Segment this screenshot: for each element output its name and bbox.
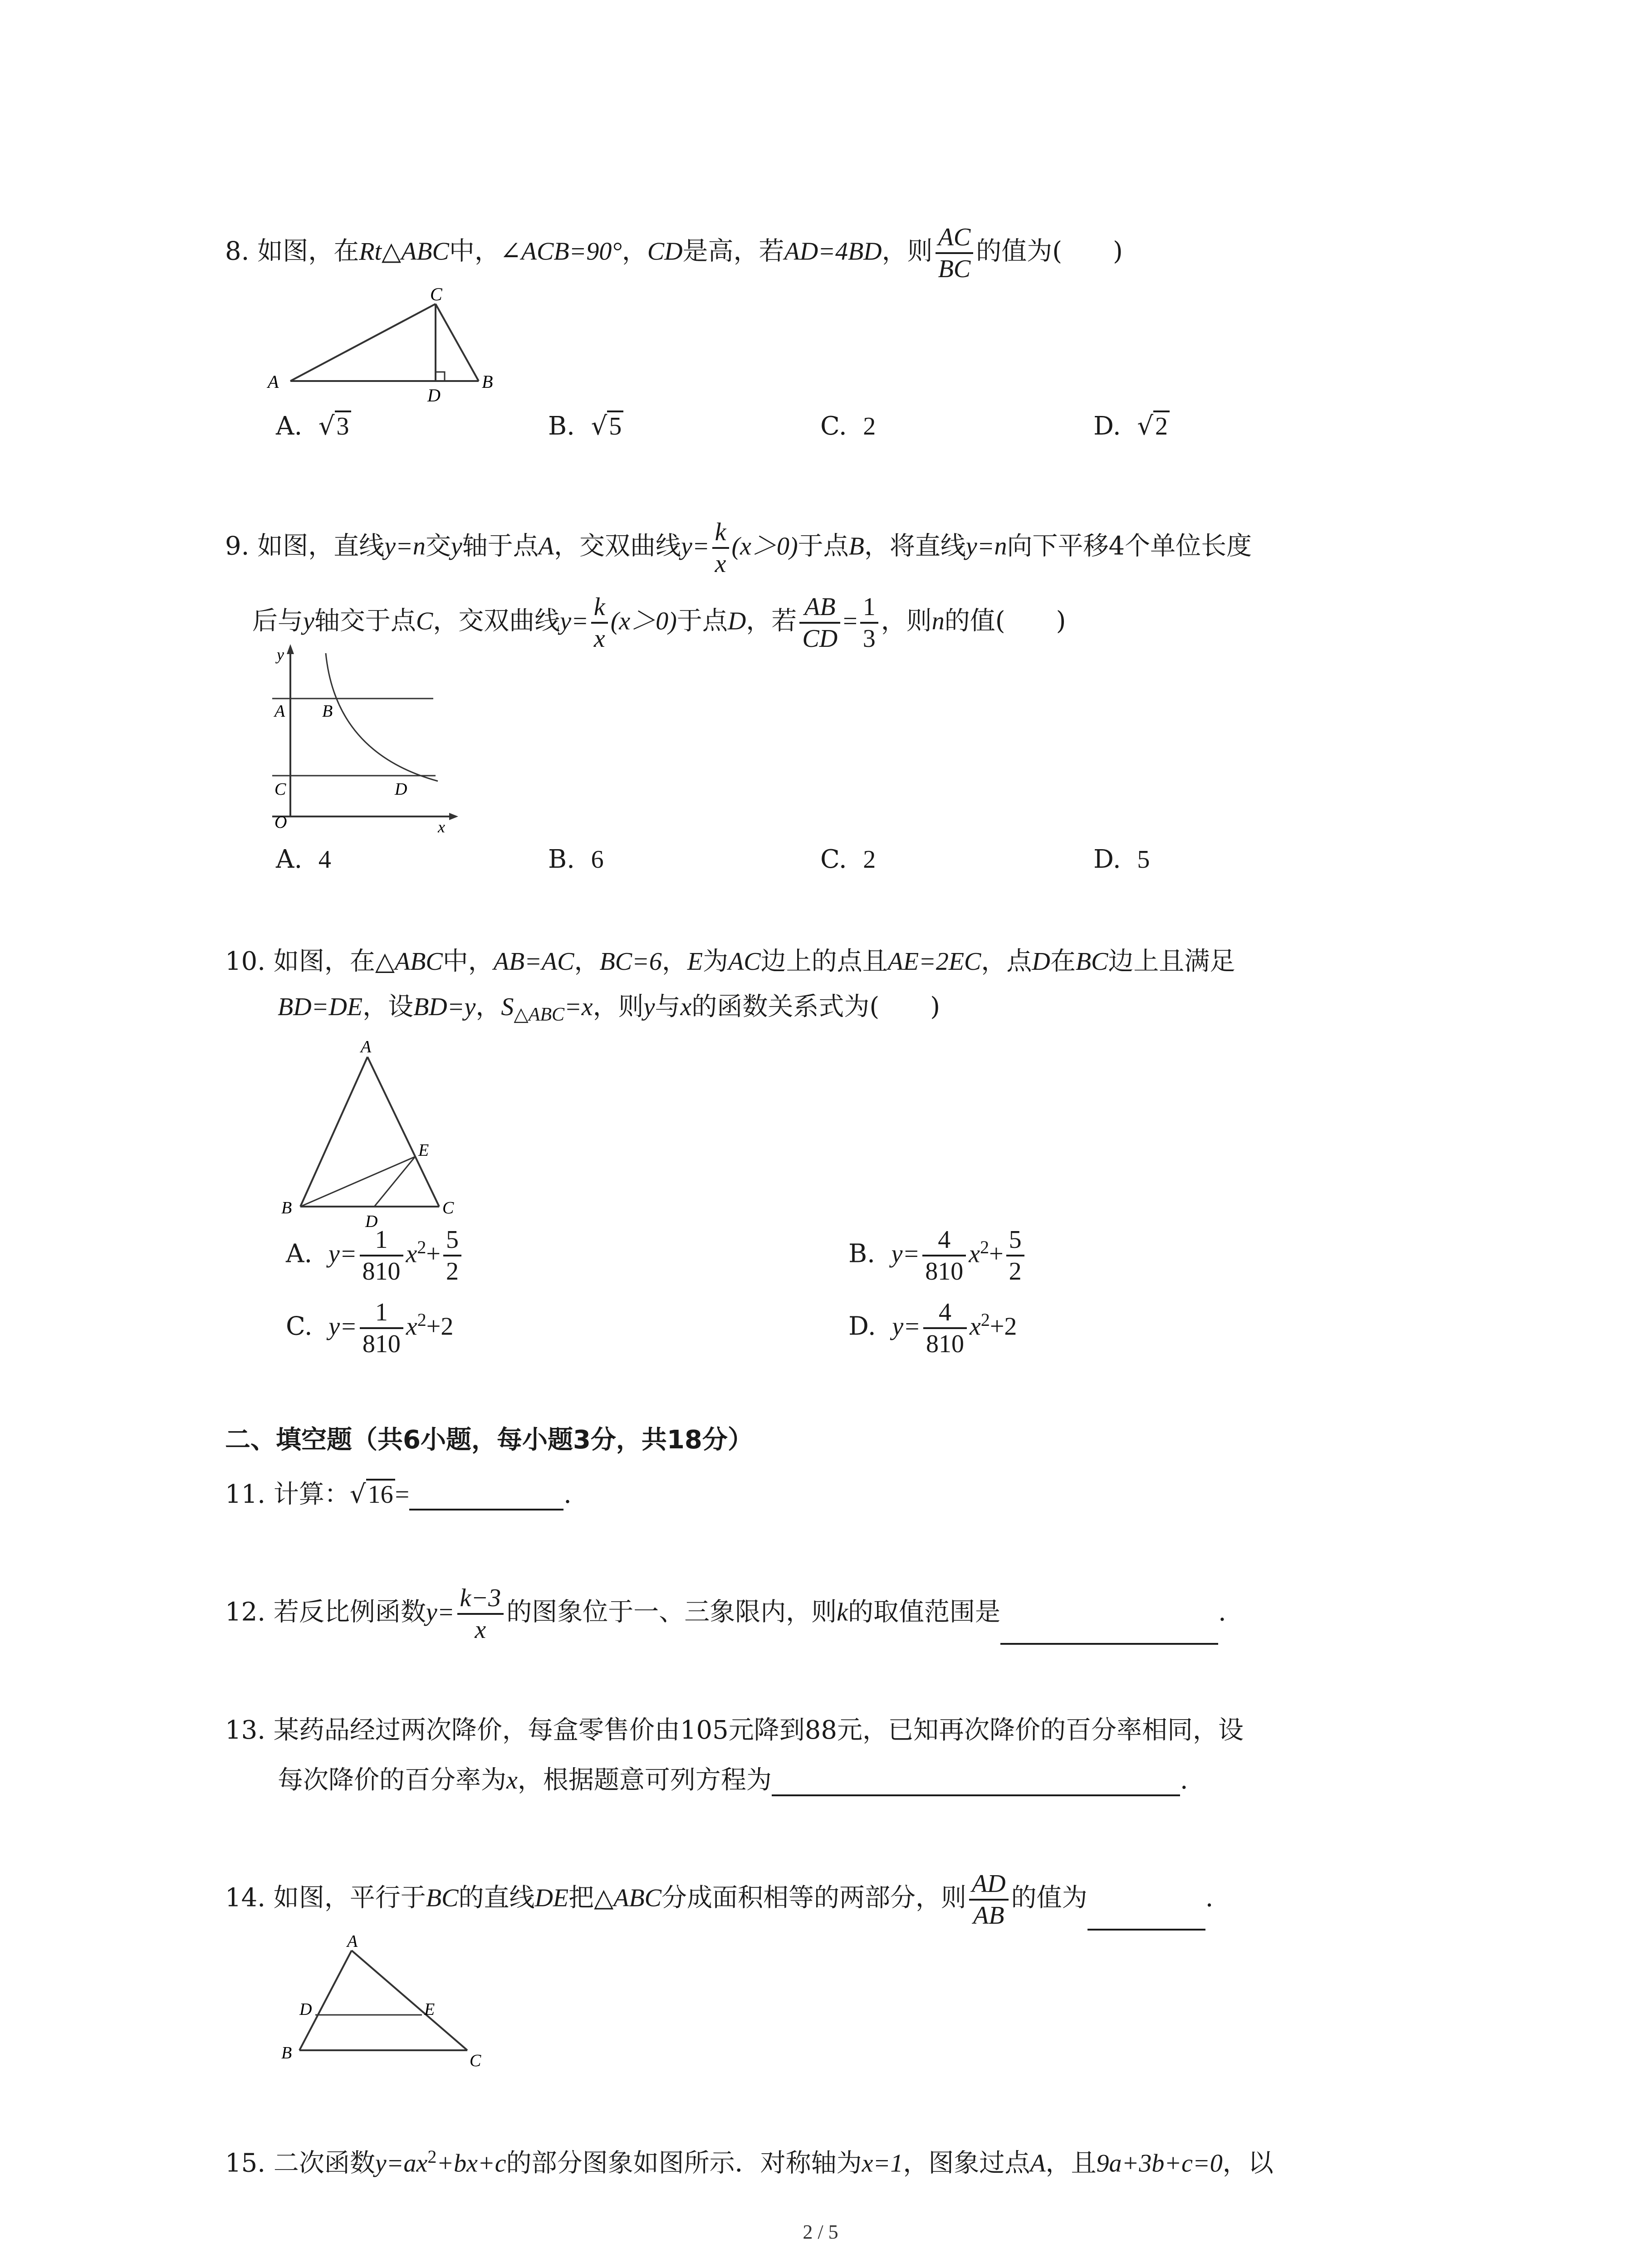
section-heading: 二、填空题（共6小题，每小题3分，共18分）: [225, 1425, 753, 1455]
q10-option-c[interactable]: C. y= $\frac{1}{810}$ $x^2+2$: [286, 1298, 454, 1358]
q14-figure: [272, 1932, 499, 2082]
q9-option-b[interactable]: B. 6: [548, 845, 604, 874]
q10-figure: [272, 1034, 481, 1229]
q9-stem-line2: 后与y轴交于点C，交双曲线y= $\frac{k}{x}$ (x＞0)于点D，若 $\frac{AB}{CD}$ = $\frac{1}{3}$ ，则n的值( ): [252, 593, 1066, 653]
page-number: 2 / 5: [803, 2221, 838, 2243]
q10-stem-line1: 10. 如图，在△ABC中，AB=AC，BC=6，E为AC边上的点且AE=2EC，点D在BC边上且满足: [225, 947, 1235, 976]
q9-label-c: C: [274, 780, 286, 799]
q11-stem: 11. 计算：√16= .: [225, 1479, 572, 1510]
q10-label-e: E: [418, 1141, 429, 1160]
ad-ab-fraction: $\frac{AD}{AB}$: [969, 1869, 1009, 1931]
q9-option-d[interactable]: D. 5: [1093, 845, 1150, 874]
q14-label-e: E: [424, 2000, 435, 2019]
one-third-fraction: $\frac{1}{3}$: [860, 592, 878, 654]
q9-label-d: D: [395, 780, 407, 799]
q8-option-d[interactable]: D. √2: [1093, 411, 1170, 442]
q10-option-a[interactable]: A. y= $\frac{1}{810}$ $x^2+$ $\frac{5}{2}$: [286, 1225, 464, 1286]
ac-bc-fraction: $\frac{AC}{BC}$: [936, 222, 974, 284]
q14-answer-blank[interactable]: [1087, 1904, 1205, 1931]
q14-label-d: D: [299, 2000, 312, 2019]
q10-stem-line2: BD=DE，设BD=y，$S_{\triangle ABC}=x$，则y与x的函数关系式为( ): [278, 992, 941, 1026]
q8-option-c[interactable]: C. 2: [820, 411, 876, 441]
q10-option-b[interactable]: B. y= $\frac{4}{810}$ $x^2+$ $\frac{5}{2}$: [848, 1225, 1027, 1286]
q9-option-c[interactable]: C. 2: [820, 845, 876, 874]
q9-stem-line1: 9. 如图，直线y=n交y轴于点A，交双曲线y= $\frac{k}{x}$ (x＞0)于点B，将直线y=n向下平移4个单位长度: [225, 518, 1252, 578]
q8-label-a: A: [268, 371, 279, 392]
q13-answer-blank[interactable]: [772, 1770, 1180, 1796]
q8-figure: [263, 286, 508, 404]
q8-label-b: B: [482, 371, 493, 392]
q8-stem: 8. 如图，在Rt△ABC中，∠ACB=90°，CD是高，若AD=4BD，则 $\frac{AC}{BC}$ 的值为( ): [225, 223, 1123, 283]
q13-stem-line1: 13. 某药品经过两次降价，每盒零售价由105元降到88元，已知再次降价的百分率相同，设: [225, 1716, 1244, 1745]
q15-stem: 15. 二次函数$y=ax^2+bx+c$的部分图象如图所示．对称轴为x=1，图象过点A，且9a+3b+c=0，以: [225, 2146, 1274, 2178]
q8-label-d: D: [427, 385, 441, 404]
q9-option-a[interactable]: A. 4: [276, 845, 331, 874]
q8-option-b[interactable]: B. √5: [548, 411, 623, 442]
q8-option-a[interactable]: A. √3: [276, 411, 351, 442]
q10-label-a: A: [361, 1037, 372, 1056]
q9-label-o: O: [274, 813, 287, 832]
q13-stem-line2: 每次降价的百分率为x，根据题意可列方程为 .: [278, 1765, 1188, 1796]
q11-answer-blank[interactable]: [409, 1484, 563, 1510]
k-over-x-fraction: $\frac{k}{x}$: [712, 517, 729, 579]
q14-label-c: C: [470, 2051, 481, 2070]
q9-label-x: x: [438, 818, 445, 835]
q9-label-b: B: [322, 702, 333, 721]
ab-cd-fraction: $\frac{AB}{CD}$: [799, 592, 840, 654]
q14-label-b: B: [281, 2043, 292, 2063]
q10-label-d: D: [365, 1212, 378, 1229]
q10-label-b: B: [281, 1198, 292, 1217]
q9-label-y: y: [277, 645, 284, 664]
k-minus-3-fraction: $\frac{k-3}{x}$: [457, 1583, 504, 1645]
q9-figure: [263, 644, 463, 835]
q12-answer-blank[interactable]: [1000, 1618, 1218, 1645]
q10-label-c: C: [442, 1198, 454, 1217]
q14-label-a: A: [347, 1932, 358, 1951]
q8-label-c: C: [430, 286, 442, 304]
q9-label-a: A: [274, 702, 285, 721]
q10-option-d[interactable]: D. y= $\frac{4}{810}$ $x^2+2$: [848, 1298, 1017, 1358]
q14-stem: 14. 如图，平行于BC的直线DE把△ABC分成面积相等的两部分，则 $\frac{AD}{AB}$ 的值为 .: [225, 1870, 1214, 1930]
q12-stem: 12. 若反比例函数y= $\frac{k-3}{x}$ 的图象位于一、三象限内，则k的取值范围是 .: [225, 1584, 1226, 1644]
